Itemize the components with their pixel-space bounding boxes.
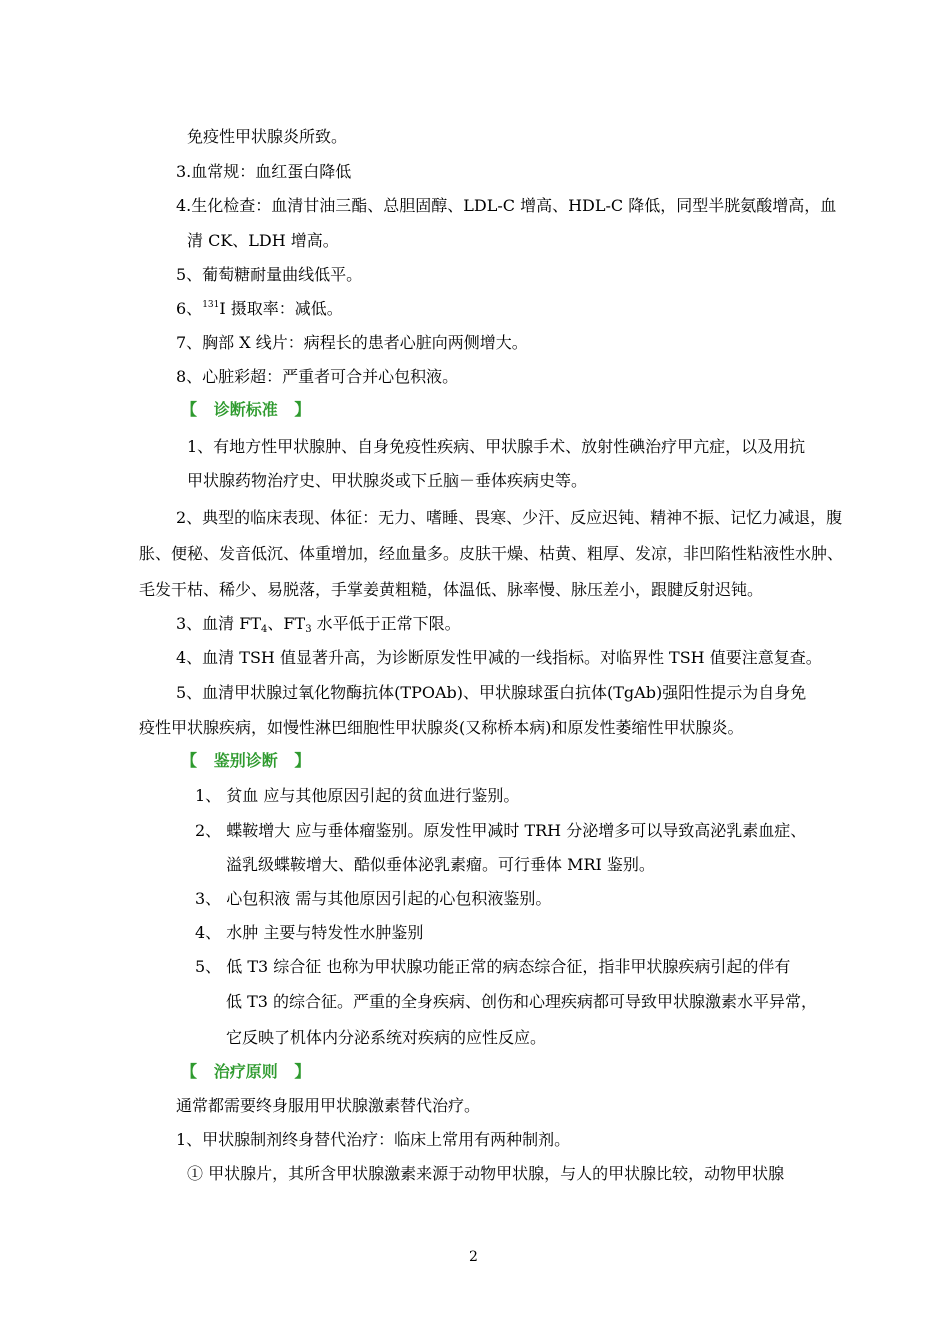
lab-item-6-isotope: 131 [202,300,220,310]
diagnosis-item-5a: 5、血清甲状腺过氧化物酶抗体(TPOAb)、甲状腺球蛋白抗体(TgAb)强阳性提示为自身免 [176,683,807,702]
diagnosis-item-2c: 毛发干枯、稀少、易脱落，手掌姜黄粗糙，体温低、脉率慢、脉压差小，跟腱反射迟钝。 [139,580,764,599]
lab-continuation: 免疫性甲状腺炎所致。 [187,127,348,146]
lab-item-4b: 清 CK、LDH 增高。 [187,231,339,250]
differential-item-5a: 5、 低 T3 综合征 也称为甲状腺功能正常的病态综合征，指非甲状腺疾病引起的伴有 [195,957,791,976]
diagnosis-item-3 [176,614,461,634]
lab-item-6-prefix: 6、 [176,299,203,318]
diagnosis-item-2b: 胀、便秘、发音低沉、体重增加，经血量多。皮肤干燥、枯黄、粗厚、发凉，非凹陷性粘液性水肿、 [139,544,844,563]
treatment-item-1: 1、甲状腺制剂终身替代治疗：临床上常用有两种制剂。 [176,1130,571,1149]
differential-item-4: 4、 水肿 主要与特发性水肿鉴别 [195,923,424,942]
diagnosis-item-3-b: 、FT [267,614,306,633]
lab-item-7: 7、胸部 X 线片：病程长的患者心脏向两侧增大。 [176,333,528,352]
differential-item-5b: 低 T3 的综合征。严重的全身疾病、创伤和心理疾病都可导致甲状腺激素水平异常， [226,992,818,1011]
differential-heading: 【 鉴别诊断 】 [181,751,311,770]
diagnosis-item-5b: 疫性甲状腺疾病，如慢性淋巴细胞性甲状腺炎(又称桥本病)和原发性萎缩性甲状腺炎。 [139,718,744,737]
page-number: 2 [469,1249,478,1265]
diagnosis-item-1a: 1、有地方性甲状腺肿、自身免疫性疾病、甲状腺手术、放射性碘治疗甲亢症，以及用抗 [187,437,806,456]
lab-item-3: 3.血常规：血红蛋白降低 [176,162,352,181]
treatment-item-1-sub-1: ① 甲状腺片，其所含甲状腺激素来源于动物甲状腺，与人的甲状腺比较，动物甲状腺 [187,1164,785,1183]
diagnosis-item-1b: 甲状腺药物治疗史、甲状腺炎或下丘脑－垂体疾病史等。 [187,471,588,490]
diagnosis-item-3-a: 3、血清 FT [176,614,262,633]
lab-item-6-text: I 摄取率：减低。 [219,299,343,318]
treatment-intro: 通常都需要终身服用甲状腺激素替代治疗。 [176,1096,481,1115]
diagnosis-item-3-sub1: 4 [261,624,268,635]
lab-item-6 [176,299,343,319]
differential-item-5c: 它反映了机体内分泌系统对疾病的应性反应。 [226,1028,547,1047]
diagnosis-item-4: 4、血清 TSH 值显著升高，为诊断原发性甲减的一线指标。对临界性 TSH 值要注意复查。 [176,648,822,667]
differential-item-1: 1、 贫血 应与其他原因引起的贫血进行鉴别。 [195,786,520,805]
differential-item-3: 3、 心包积液 需与其他原因引起的心包积液鉴别。 [195,889,552,908]
diagnosis-heading: 【 诊断标准 】 [181,400,311,419]
lab-item-4a: 4.生化检查：血清甘油三酯、总胆固醇、LDL-C 增高、HDL-C 降低，同型半胱氨酸增高，血 [176,196,837,215]
differential-item-2a: 2、 蝶鞍增大 应与垂体瘤鉴别。原发性甲减时 TRH 分泌增多可以导致高泌乳素血症、 [195,821,807,840]
diagnosis-item-3-sub2: 3 [305,624,312,635]
diagnosis-item-2a: 2、典型的临床表现、体征：无力、嗜睡、畏寒、少汗、反应迟钝、精神不振、记忆力减退，腹 [176,508,843,527]
diagnosis-item-3-c: 水平低于正常下限。 [311,614,461,633]
differential-item-2b: 溢乳级蝶鞍增大、酷似垂体泌乳素瘤。可行垂体 MRI 鉴别。 [226,855,655,874]
lab-item-8: 8、心脏彩超：严重者可合并心包积液。 [176,367,459,386]
lab-item-5: 5、葡萄糖耐量曲线低平。 [176,265,363,284]
treatment-heading: 【 治疗原则 】 [181,1062,311,1081]
